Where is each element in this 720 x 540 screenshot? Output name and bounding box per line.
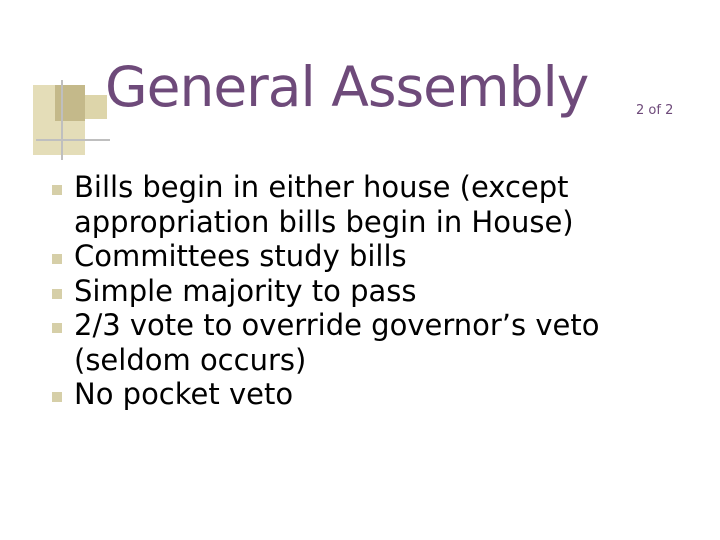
bullet-item <box>52 308 692 377</box>
slide-title: General Assembly <box>105 55 589 119</box>
bullet-item <box>52 239 692 274</box>
square-bullet-icon <box>52 185 62 195</box>
bullet-item <box>52 170 692 239</box>
square-bullet-icon <box>52 289 62 299</box>
square-bullet-icon <box>52 323 62 333</box>
bullet-list <box>52 170 692 412</box>
bullet-text: No pocket veto <box>74 377 294 411</box>
bullet-text: Bills begin in either house (except appropriation bills begin in House) <box>74 170 574 239</box>
decor-square-small <box>85 95 107 119</box>
bullet-text: Committees study bills <box>74 239 407 273</box>
decor-square-dark <box>55 85 85 121</box>
bullet-text: Simple majority to pass <box>74 273 417 308</box>
bullet-text: 2/3 vote to override governor’s veto (seldom occurs) <box>74 308 600 377</box>
page-indicator: 2 of 2 <box>636 103 674 118</box>
bullet-item <box>52 377 692 412</box>
bullet-item <box>52 274 692 309</box>
square-bullet-icon <box>52 392 62 402</box>
square-bullet-icon <box>52 254 62 264</box>
